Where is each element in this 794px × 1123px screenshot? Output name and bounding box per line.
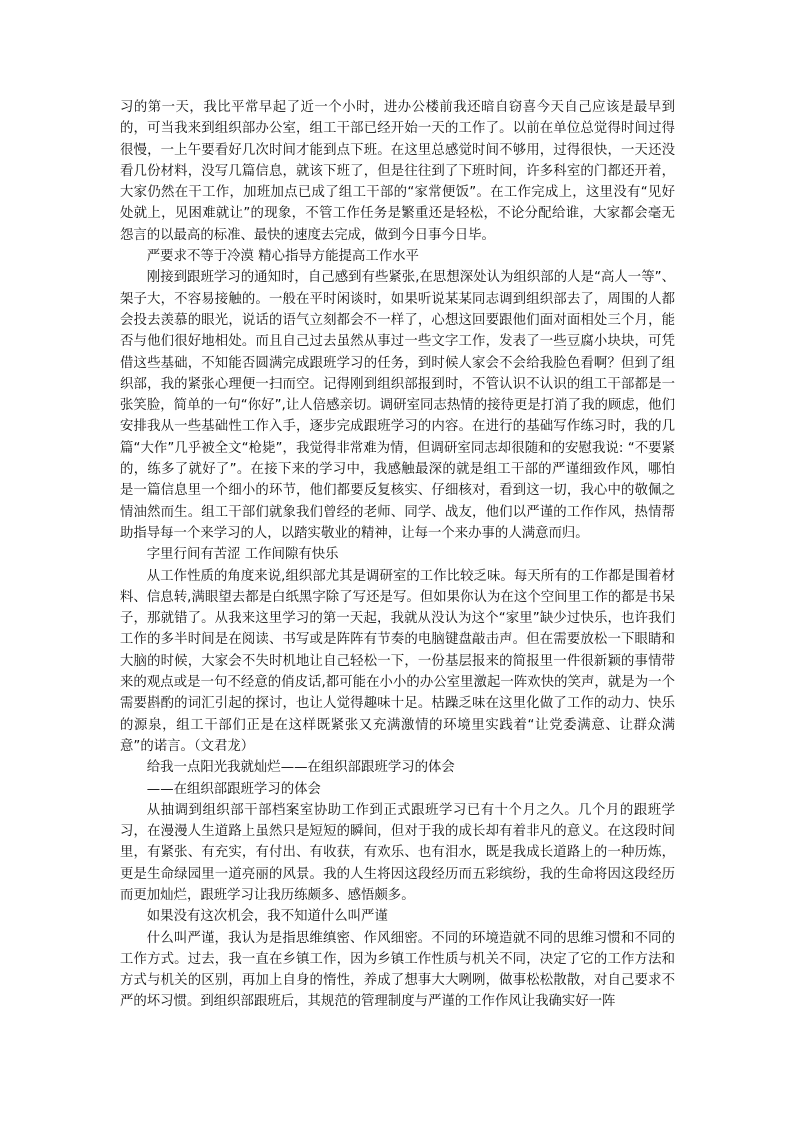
section-heading: 如果没有这次机会，我不知道什么叫严谨 xyxy=(146,909,388,925)
body-paragraph: 习的第一天，我比平常早起了近一个小时，进办公楼前我还暗自窃喜今天自己应该是最早到的，可当我来到组织部办公室，组工干部已经开始一天的工作了。以前在单位总觉得时间过得很慢，一上午要看好几次时间才能到点下班。在这里总感觉时间不够用，过得很快，一天还没看几份材料，没写几篇信息，就该下班了，但是往往到了下班时间，许多科室的门都还开着，大家仍然在干工作，加班加点已成了组工干部的“家常便饭”。在工作完成上，这里没有“见好处就上，见困难就让”的现象，不管工作任务是繁重还是轻松，不论分配给谁，大家都会毫无怨言的以最高的标准、最快的速度去完成，做到今日事今日毕。 xyxy=(120,100,675,243)
body-paragraph: 从抽调到组织部干部档案室协助工作到正式跟班学习已有十个月之久。几个月的跟班学习，在漫漫人生道路上虽然只是短短的瞬间，但对于我的成长却有着非凡的意义。在这段时间里，有紧张、有充实，有付出、有收获，有欢乐、也有泪水，既是我成长道路上的一种历炼，更是生命绿园里一道亮丽的风景。我的人生将因这段经历而五彩缤纷，我的生命将因这段经历而更加灿烂，跟班学习让我历练颇多、感悟颇多。 xyxy=(120,802,675,903)
body-paragraph: 从工作性质的角度来说,组织部尤其是调研室的工作比较乏味。每天所有的工作都是围着材料、信息转,满眼望去都是白纸黑字除了写还是写。但如果你认为在这个空间里工作的都是书呆子，那就错了。从我来这里学习的第一天起，我就从没认为这个“家里”缺少过快乐，也许我们工作的多半时间是在阅读、书写或是阵阵有节奏的电脑键盘敲击声。但在需要放松一下眼睛和大脑的时候，大家会不失时机地让自己轻松一下，一份基层报来的简报里一件很新颖的事情带来的观点或是一句不经意的俏皮话,都可能在小小的办公室里激起一阵欢快的笑声，就是为一个需要斟酌的词汇引起的探讨，也让人觉得趣味十足。枯躁乏味在这里化做了工作的动力、快乐的源泉，组工干部们正是在这样既紧张又充满激情的环境里实践着“让党委满意、让群众满意”的诺言。（文君龙） xyxy=(120,568,675,754)
body-paragraph: 什么叫严谨，我认为是指思维缜密、作风细密。不同的环境造就不同的思维习惯和不同的工作方式。过去，我一直在乡镇工作，因为乡镇工作性质与机关不同，决定了它的工作方法和方式与机关的区别，再加上自身的惰性，养成了想事大大咧咧，做事松松散散，对自己要求不严的坏习惯。到组织部跟班后，其规范的管理制度与严谨的工作作风让我确实好一阵 xyxy=(120,930,675,1010)
body-paragraph: 刚接到跟班学习的通知时，自己感到有些紧张,在思想深处认为组织部的人是“高人一等”、架子大，不容易接触的。一般在平时闲谈时，如果听说某某同志调到组织部去了，周围的人都会投去羡慕的眼光，说话的语气立刻都会不一样了，心想这回要跟他们面对面相处三个月，能否与他们很好地相处。而且自己过去虽然从事过一些文字工作，发表了一些豆腐小块块，可凭借这些基础，不知能否圆满完成跟班学习的任务，到时候人家会不会给我脸色看啊？但到了组织部，我的紧张心理便一扫而空。记得刚到组织部报到时，不管认识不认识的组工干部都是一张笑脸，简单的一句“你好”,让人倍感亲切。调研室同志热情的接待更是打消了我的顾虑，他们安排我从一些基础性工作入手，逐步完成跟班学习的内容。在进行的基础写作练习时，我的几篇“大作”几乎被全文“枪毙”，我觉得非常难为情，但调研室同志却很随和的安慰我说: “不要紧的，练多了就好了”。在接下来的学习中，我感触最深的就是组工干部的严谨细致作风，哪怕是一篇信息里一个细小的环节，他们都要反复核实、仔细核对，看到这一切，我心中的敬佩之情油然而生。组工干部们就象我们曾经的老师、同学、战友，他们以严谨的工作作风，热情帮助指导每一个来学习的人，以踏实敬业的精神，让每一个来办事的人满意而归。 xyxy=(120,270,675,541)
document-body xyxy=(120,97,675,1013)
section-heading: 字里行间有苦涩 工作间隙有快乐 xyxy=(146,547,339,563)
section-heading: ——在组织部跟班学习的体会 xyxy=(146,781,321,797)
section-heading: 给我一点阳光我就灿烂——在组织部跟班学习的体会 xyxy=(146,760,455,776)
section-heading: 严要求不等于冷漠 精心指导方能提高工作水平 xyxy=(146,249,419,265)
